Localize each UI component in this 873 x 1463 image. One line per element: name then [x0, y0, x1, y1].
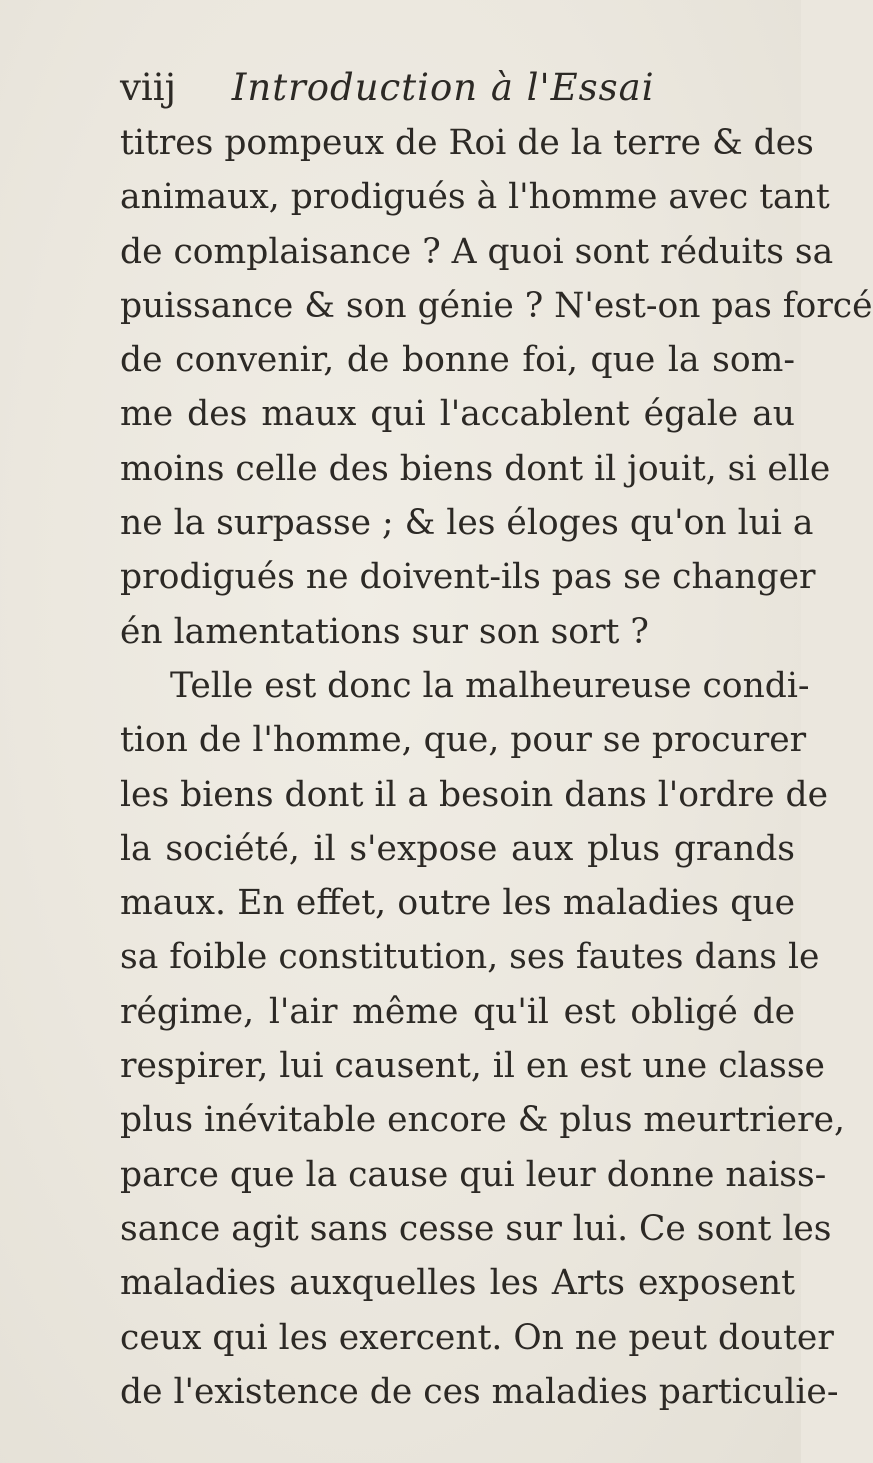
text-line: sa foible constitution, ses fautes dans le — [120, 937, 820, 978]
text-line: moins celle des biens dont il jouit, si elle — [120, 448, 831, 489]
text-line: de convenir, de bonne foi, que la som- — [120, 340, 795, 381]
page-number: viij — [120, 66, 177, 109]
text-line: sance agit sans cesse sur lui. Ce sont les — [120, 1208, 832, 1249]
paragraph-end-line: én lamentations sur son sort ? — [120, 611, 649, 652]
text-line: respirer, lui causent, il en est une classe — [120, 1046, 825, 1087]
text-line: régime, l'air même qu'il est obligé de — [120, 991, 795, 1032]
text-line: animaux, prodigués à l'homme avec tant — [120, 177, 830, 218]
text-line: la société, il s'expose aux plus grands — [120, 828, 795, 869]
paragraph-start-line: Telle est donc la malheureuse condi- — [170, 665, 810, 706]
text-line: me des maux qui l'accablent égale au — [120, 394, 795, 435]
text-line: maladies auxquelles les Arts exposent — [120, 1263, 795, 1304]
text-line: puissance & son génie ? N'est-on pas forcé — [120, 285, 873, 326]
text-line: titres pompeux de Roi de la terre & des — [120, 123, 814, 163]
text-line: tion de l'homme, que, pour se procurer — [120, 720, 807, 761]
text-line: parce que la cause qui leur donne naiss- — [120, 1154, 827, 1195]
text-line: ne la surpasse ; & les éloges qu'on lui a — [120, 503, 814, 544]
text-line: prodigués ne doivent-ils pas se changer — [120, 557, 816, 598]
running-head — [120, 58, 655, 118]
text-line: de complaisance ? A quoi sont réduits sa — [120, 231, 834, 272]
body-text — [120, 116, 873, 1419]
running-title: Introduction à l'Essai — [231, 66, 655, 109]
text-line: ceux qui les exercent. On ne peut douter — [120, 1317, 834, 1358]
text-line: plus inévitable encore & plus meurtriere, — [120, 1100, 845, 1141]
text-line: maux. En effet, outre les maladies que — [120, 883, 795, 924]
text-line: les biens dont il a besoin dans l'ordre de — [120, 774, 829, 815]
text-line: de l'existence de ces maladies particulie- — [120, 1371, 839, 1412]
